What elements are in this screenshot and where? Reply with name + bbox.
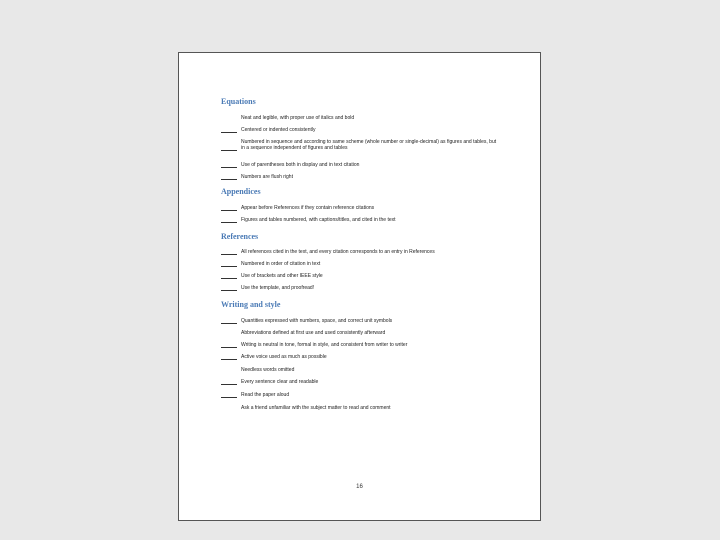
section-heading-equations: Equations <box>221 97 256 106</box>
checklist-item: Use the template, and proofread! <box>221 285 314 294</box>
checkbox-blank[interactable] <box>221 342 237 348</box>
checklist-item: Every sentence clear and readable <box>221 379 318 388</box>
checklist-item: Centered or indented consistently <box>221 127 316 136</box>
checkbox-blank[interactable] <box>221 285 237 291</box>
checkbox-blank[interactable] <box>221 205 237 211</box>
checklist-item: All references cited in the text, and every citation corresponds to an entry in References <box>221 249 435 258</box>
section-heading-references: References <box>221 232 259 241</box>
checkbox-blank[interactable] <box>221 145 237 151</box>
checklist-item: Ask a friend unfamiliar with the subject matter to read and comment <box>241 405 391 411</box>
checklist-item: Numbered in sequence and according to same scheme (whole number or single-decimal) as figures and tables, but in a sequence independent of figures and tables <box>221 139 501 148</box>
checklist-item: Read the paper aloud <box>221 392 289 401</box>
checkbox-blank[interactable] <box>221 127 237 133</box>
checkbox-blank[interactable] <box>221 318 237 324</box>
checklist-item: Figures and tables numbered, with captions/titles, and cited in the text <box>221 217 396 226</box>
document-page <box>178 52 541 521</box>
checklist-item: Quantities expressed with numbers, space, and correct unit symbols <box>221 318 392 327</box>
checklist-item: Numbers are flush right <box>221 174 293 183</box>
checkbox-blank[interactable] <box>221 249 237 255</box>
checklist-item: Neat and legible, with proper use of italics and bold <box>241 115 355 121</box>
checkbox-blank[interactable] <box>221 162 237 168</box>
checkbox-blank[interactable] <box>221 174 237 180</box>
checkbox-blank[interactable] <box>221 392 237 398</box>
checklist-item: Appear before References if they contain reference citations <box>221 205 374 214</box>
checkbox-blank[interactable] <box>221 354 237 360</box>
page-number: 16 <box>356 484 363 490</box>
section-heading-writing-style: Writing and style <box>221 300 281 309</box>
checklist-item: Writing is neutral in tone, formal in style, and consistent from writer to writer <box>221 342 407 351</box>
checklist-item: Needless words omitted <box>241 367 295 373</box>
section-heading-appendices: Appendices <box>221 187 261 196</box>
checkbox-blank[interactable] <box>221 217 237 223</box>
checkbox-blank[interactable] <box>221 273 237 279</box>
checklist-item: Active voice used as much as possible <box>221 354 327 363</box>
checkbox-blank[interactable] <box>221 261 237 267</box>
checklist-item: Abbreviations defined at first use and used consistently afterward <box>241 330 386 336</box>
checklist-item: Use of brackets and other IEEE style <box>221 273 323 282</box>
checklist-item: Use of parentheses both in display and in text citation <box>221 162 359 171</box>
checklist-item: Numbered in order of citation in text <box>221 261 320 270</box>
checkbox-blank[interactable] <box>221 379 237 385</box>
